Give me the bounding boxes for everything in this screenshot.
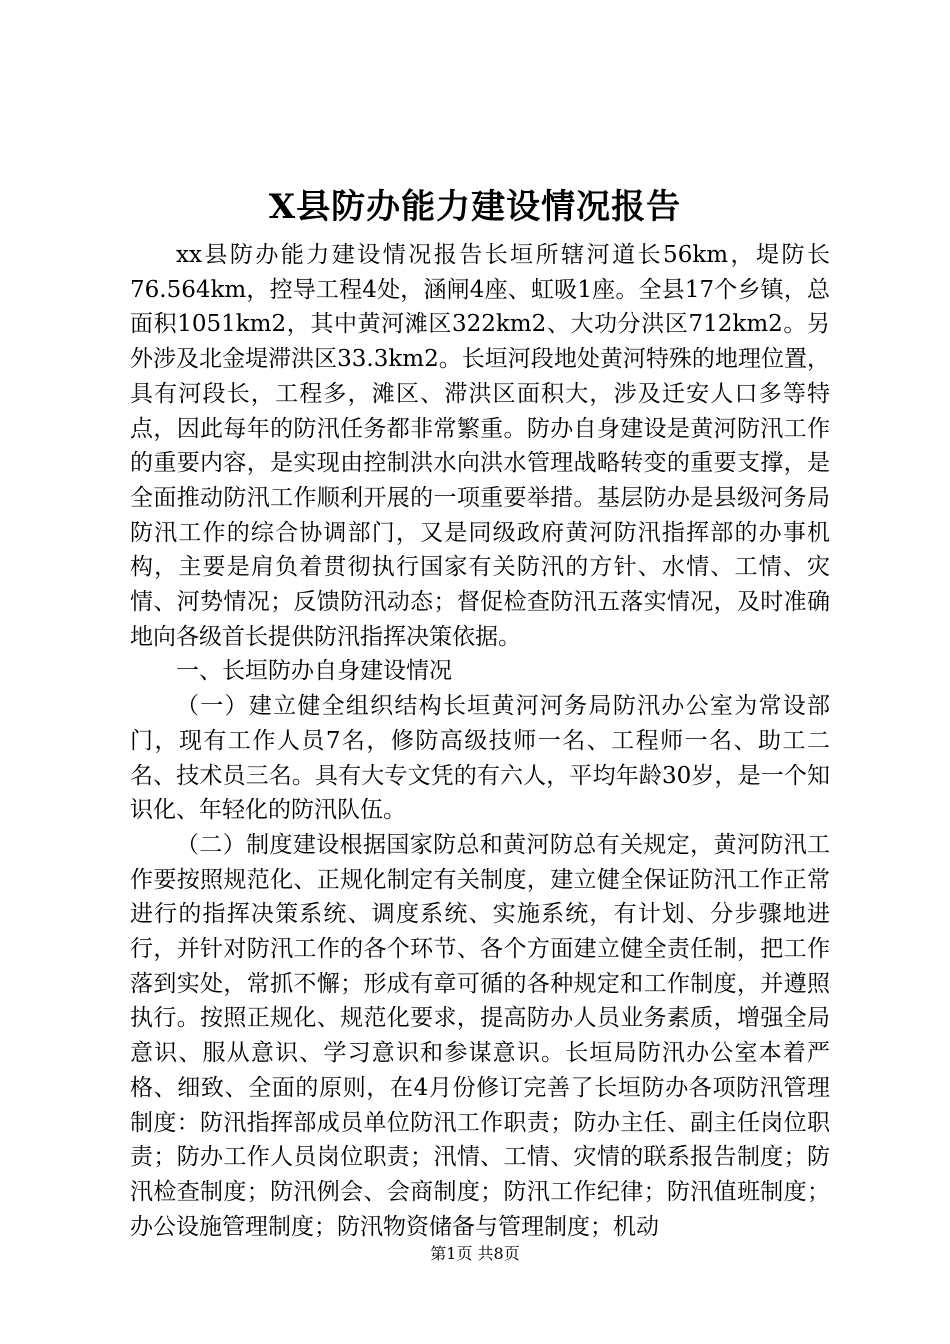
document-title: X县防办能力建设情况报告	[268, 187, 682, 227]
section-heading: 一、长垣防办自身建设情况	[176, 658, 452, 685]
document-body	[130, 238, 830, 1244]
paragraph-organization: （一）建立健全组织结构长垣黄河河务局防汛办公室为常设部门，现有工作人员7名，修防高级技师一名、工程师一名、助工二名、技术员三名。具有大专文凭的有六人，平均年龄30岁，是一个知识化、年轻化的防汛队伍。	[130, 693, 830, 824]
paragraph-intro: xx县防办能力建设情况报告长垣所辖河道长56km，堤防长76.564km，控导工程4处，涵闸4座、虹吸1座。全县17个乡镇，总面积1051km2，其中黄河滩区322km2、大功分洪区712km2。另外涉及北金堤滞洪区33.3km2。长垣河段地处黄河特殊的地理位置，具有河段长，工程多，滩区、滞洪区面积大，涉及迁安人口多等特点，因此每年的防汛任务都非常繁重。防办自身建设是黄河防汛工作的重要内容，是实现由控制洪水向洪水管理战略转变的重要支撑，是全面推动防汛工作顺利开展的一项重要举措。基层防办是县级河务局防汛工作的综合协调部门，又是同级政府黄河防汛指挥部的办事机构，主要是肩负着贯彻执行国家有关防汛的方针、水情、工情、灾情、河势情况；反馈防汛动态；督促检查防汛五落实情况，及时准确地向各级首长提供防汛指挥决策依据。	[130, 242, 830, 650]
page-footer: 第1页 共8页	[430, 1244, 520, 1263]
paragraph-system-building: （二）制度建设根据国家防总和黄河防总有关规定，黄河防汛工作要按照规范化、正规化制定有关制度，建立健全保证防汛工作正常进行的指挥决策系统、调度系统、实施系统，有计划、分步骤地进行，并针对防汛工作的各个环节、各个方面建立健全责任制，把工作落到实处，常抓不懈；形成有章可循的各种规定和工作制度，并遵照执行。按照正规化、规范化要求，提高防办人员业务素质，增强全局意识、服从意识、学习意识和参谋意识。长垣局防汛办公室本着严格、细致、全面的原则，在4月份修订完善了长垣防办各项防汛管理制度：防汛指挥部成员单位防汛工作职责；防办主任、副主任岗位职责；防办工作人员岗位职责；汛情、工情、灾情的联系报告制度；防汛检查制度；防汛例会、会商制度；防汛工作纪律；防汛值班制度；办公设施管理制度；防汛物资储备与管理制度；机动	[130, 831, 830, 1240]
